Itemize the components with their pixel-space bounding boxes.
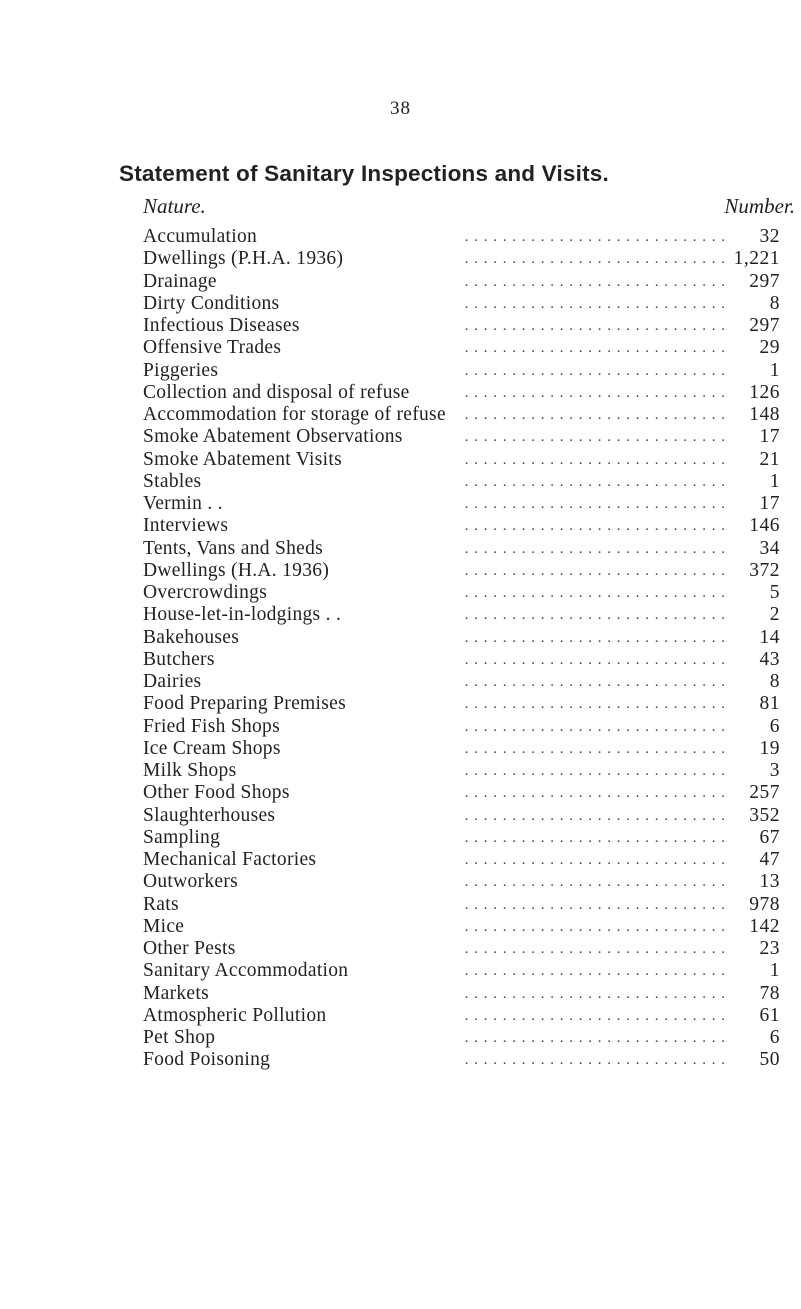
- leader-dots: . . . . . . . . . . . . . . . . . . . . . . . . . . . .: [464, 562, 726, 579]
- row-value: 19: [756, 738, 781, 760]
- column-headers: [143, 194, 795, 224]
- row-label: Atmospheric Pollution: [143, 1005, 329, 1027]
- row-value: 1: [766, 360, 780, 382]
- dot-leader: [143, 471, 780, 493]
- leader-dots: . . . . . . . . . . . . . . . . . . . . . . . . . . . .: [464, 273, 726, 290]
- row-value: 146: [745, 515, 780, 537]
- dot-leader: [143, 649, 780, 671]
- page-number: 38: [390, 98, 411, 119]
- row-label: Sanitary Accommodation: [143, 960, 351, 982]
- row-label: Sampling: [143, 827, 223, 849]
- leader-dots: . . . . . . . . . . . . . . . . . . . . . . . . . . . .: [464, 963, 726, 980]
- dot-leader: [143, 983, 780, 1005]
- table-row: [143, 1005, 780, 1027]
- table-row: [143, 471, 780, 493]
- leader-dots: . . . . . . . . . . . . . . . . . . . . . . . . . . . .: [464, 718, 726, 735]
- row-label: Pet Shop: [143, 1027, 218, 1049]
- row-label: Collection and disposal of refuse: [143, 382, 413, 404]
- leader-dots: . . . . . . . . . . . . . . . . . . . . . . . . . . . .: [464, 629, 726, 646]
- row-value: 81: [756, 693, 781, 715]
- leader-dots: . . . . . . . . . . . . . . . . . . . . . . . . . . . .: [464, 295, 726, 312]
- row-label: Dwellings (H.A. 1936): [143, 560, 332, 582]
- row-value: 13: [756, 871, 781, 893]
- row-value: 17: [756, 493, 781, 515]
- row-value: 1: [766, 471, 780, 493]
- row-value: 297: [745, 315, 780, 337]
- leader-dots: . . . . . . . . . . . . . . . . . . . . . . . . . . . .: [464, 451, 726, 468]
- row-value: 6: [766, 716, 780, 738]
- row-label: Infectious Diseases: [143, 315, 303, 337]
- leader-dots: . . . . . . . . . . . . . . . . . . . . . . . . . . . .: [464, 785, 726, 802]
- table-row: [143, 916, 780, 938]
- dot-leader: [143, 827, 780, 849]
- leader-dots: . . . . . . . . . . . . . . . . . . . . . . . . . . . .: [464, 874, 726, 891]
- table-row: [143, 426, 780, 448]
- leader-dots: . . . . . . . . . . . . . . . . . . . . . . . . . . . .: [464, 829, 726, 846]
- row-value: 2: [766, 604, 780, 626]
- leader-dots: . . . . . . . . . . . . . . . . . . . . . . . . . . . .: [464, 496, 726, 512]
- dot-leader: [143, 894, 780, 916]
- row-value: 61: [756, 1005, 781, 1027]
- row-value: 978: [745, 894, 780, 916]
- row-value: 126: [745, 382, 780, 404]
- table-row: [143, 1049, 780, 1071]
- row-label: Dairies: [143, 671, 204, 693]
- leader-dots: . . . . . . . . . . . . . . . . . . . . . . . . . . . .: [464, 651, 726, 668]
- row-label: Drainage: [143, 271, 220, 293]
- table-row: [143, 805, 780, 827]
- row-label: Rats: [143, 894, 182, 916]
- leader-dots: . . . . . . . . . . . . . . . . . . . . . . . . . . . .: [464, 429, 726, 446]
- table-row: [143, 360, 780, 382]
- row-label: Other Pests: [143, 938, 239, 960]
- row-value: 32: [756, 226, 781, 248]
- row-value: 17: [756, 426, 781, 448]
- table-row: [143, 337, 780, 359]
- leader-dots: . . . . . . . . . . . . . . . . . . . . . . . . . . . .: [464, 918, 726, 935]
- row-label: Dwellings (P.H.A. 1936): [143, 248, 346, 270]
- table-row: [143, 493, 780, 515]
- leader-dots: . . . . . . . . . . . . . . . . . . . . . . . . . . . .: [464, 407, 726, 423]
- row-label: Outworkers: [143, 871, 241, 893]
- table-row: [143, 382, 780, 404]
- number-column-header: Number.: [724, 194, 795, 218]
- row-value: 50: [756, 1049, 781, 1071]
- leader-dots: . . . . . . . . . . . . . . . . . . . . . . . . . . . .: [464, 384, 726, 401]
- row-label: Overcrowdings: [143, 582, 270, 604]
- table-row: [143, 515, 780, 537]
- leader-dots: . . . . . . . . . . . . . . . . . . . . . . . . . . . .: [464, 340, 726, 357]
- row-label: Accommodation for storage of refuse: [143, 404, 449, 426]
- table-row: [143, 271, 780, 293]
- leader-dots: . . . . . . . . . . . . . . . . . . . . . . . . . . . .: [464, 896, 726, 913]
- row-value: 23: [756, 938, 781, 960]
- leader-dots: . . . . . . . . . . . . . . . . . . . . . . . . . . . .: [464, 540, 726, 557]
- row-value: 372: [745, 560, 780, 582]
- row-value: 47: [756, 849, 781, 871]
- table-row: [143, 738, 780, 760]
- table-row: [143, 960, 780, 982]
- row-value: 352: [745, 805, 780, 827]
- row-label: Food Poisoning: [143, 1049, 273, 1071]
- row-label: Markets: [143, 983, 212, 1005]
- dot-leader: [143, 360, 780, 382]
- table-row: [143, 538, 780, 560]
- dot-leader: [143, 515, 780, 537]
- dot-leader: [143, 1027, 780, 1049]
- row-value: 14: [756, 627, 781, 649]
- page-title: Statement of Sanitary Inspections and Visits.: [119, 161, 609, 186]
- row-label: Vermin . .: [143, 493, 226, 515]
- row-label: Tents, Vans and Sheds: [143, 538, 326, 560]
- row-label: Mechanical Factories: [143, 849, 319, 871]
- row-label: Other Food Shops: [143, 782, 293, 804]
- leader-dots: . . . . . . . . . . . . . . . . . . . . . . . . . . . .: [464, 607, 726, 624]
- row-value: 34: [756, 538, 781, 560]
- dot-leader: [143, 271, 780, 293]
- row-value: 148: [745, 404, 780, 426]
- table-row: [143, 315, 780, 337]
- leader-dots: . . . . . . . . . . . . . . . . . . . . . . . . . . . .: [464, 229, 726, 245]
- row-label: Milk Shops: [143, 760, 239, 782]
- row-value: 5: [766, 582, 780, 604]
- row-label: House-let-in-lodgings . .: [143, 604, 344, 626]
- row-value: 43: [756, 649, 781, 671]
- table-row: [143, 760, 780, 782]
- table-row: [143, 671, 780, 693]
- table-row: [143, 582, 780, 604]
- leader-dots: . . . . . . . . . . . . . . . . . . . . . . . . . . . .: [464, 251, 726, 268]
- row-value: 29: [756, 337, 781, 359]
- leader-dots: . . . . . . . . . . . . . . . . . . . . . . . . . . . .: [464, 473, 726, 490]
- table-row: [143, 449, 780, 471]
- table-row: [143, 894, 780, 916]
- leader-dots: . . . . . . . . . . . . . . . . . . . . . . . . . . . .: [464, 1007, 726, 1024]
- row-value: 1: [766, 960, 780, 982]
- row-value: 21: [756, 449, 781, 471]
- table-row: [143, 604, 780, 626]
- row-value: 3: [766, 760, 780, 782]
- row-label: Smoke Abatement Visits: [143, 449, 345, 471]
- leader-dots: . . . . . . . . . . . . . . . . . . . . . . . . . . . .: [464, 518, 726, 535]
- row-value: 297: [745, 271, 780, 293]
- table-row: [143, 649, 780, 671]
- dot-leader: [143, 671, 780, 693]
- row-value: 78: [756, 983, 781, 1005]
- table-row: [143, 226, 780, 248]
- table-row: [143, 983, 780, 1005]
- table-row: [143, 560, 780, 582]
- row-label: Piggeries: [143, 360, 221, 382]
- row-label: Fried Fish Shops: [143, 716, 283, 738]
- table-row: [143, 404, 780, 426]
- row-value: 67: [756, 827, 781, 849]
- leader-dots: . . . . . . . . . . . . . . . . . . . . . . . . . . . .: [464, 1030, 726, 1046]
- row-value: 257: [745, 782, 780, 804]
- row-label: Mice: [143, 916, 187, 938]
- leader-dots: . . . . . . . . . . . . . . . . . . . . . . . . . . . .: [464, 740, 726, 757]
- table-row: [143, 827, 780, 849]
- table-row: [143, 248, 780, 270]
- table-row: [143, 693, 780, 715]
- dot-leader: [143, 916, 780, 938]
- table-row: [143, 293, 780, 315]
- row-label: Accumulation: [143, 226, 260, 248]
- leader-dots: . . . . . . . . . . . . . . . . . . . . . . . . . . . .: [464, 763, 726, 779]
- row-label: Butchers: [143, 649, 218, 671]
- table-row: [143, 938, 780, 960]
- leader-dots: . . . . . . . . . . . . . . . . . . . . . . . . . . . .: [464, 696, 726, 713]
- leader-dots: . . . . . . . . . . . . . . . . . . . . . . . . . . . .: [464, 585, 726, 601]
- table-row: [143, 871, 780, 893]
- row-value: 6: [766, 1027, 780, 1049]
- table-row: [143, 782, 780, 804]
- leader-dots: . . . . . . . . . . . . . . . . . . . . . . . . . . . .: [464, 807, 726, 824]
- leader-dots: . . . . . . . . . . . . . . . . . . . . . . . . . . . .: [464, 674, 726, 690]
- table-row: [143, 627, 780, 649]
- table-row: [143, 849, 780, 871]
- leader-dots: . . . . . . . . . . . . . . . . . . . . . . . . . . . .: [464, 852, 726, 868]
- row-label: Food Preparing Premises: [143, 693, 349, 715]
- row-label: Stables: [143, 471, 204, 493]
- leader-dots: . . . . . . . . . . . . . . . . . . . . . . . . . . . .: [464, 941, 726, 957]
- row-label: Interviews: [143, 515, 231, 537]
- row-value: 1,221: [730, 248, 780, 270]
- leader-dots: . . . . . . . . . . . . . . . . . . . . . . . . . . . .: [464, 985, 726, 1002]
- row-value: 8: [766, 671, 780, 693]
- nature-column-header: Nature.: [143, 194, 206, 218]
- row-label: Bakehouses: [143, 627, 242, 649]
- row-label: Ice Cream Shops: [143, 738, 284, 760]
- leader-dots: . . . . . . . . . . . . . . . . . . . . . . . . . . . .: [464, 318, 726, 334]
- dot-leader: [143, 493, 780, 515]
- row-label: Dirty Conditions: [143, 293, 282, 315]
- table-row: [143, 1027, 780, 1049]
- leader-dots: . . . . . . . . . . . . . . . . . . . . . . . . . . . .: [464, 1052, 726, 1069]
- row-label: Slaughterhouses: [143, 805, 278, 827]
- row-value: 8: [766, 293, 780, 315]
- row-label: Smoke Abatement Observations: [143, 426, 406, 448]
- row-label: Offensive Trades: [143, 337, 284, 359]
- row-value: 142: [745, 916, 780, 938]
- leader-dots: . . . . . . . . . . . . . . . . . . . . . . . . . . . .: [464, 362, 726, 379]
- inspection-table: [143, 226, 780, 1072]
- table-row: [143, 716, 780, 738]
